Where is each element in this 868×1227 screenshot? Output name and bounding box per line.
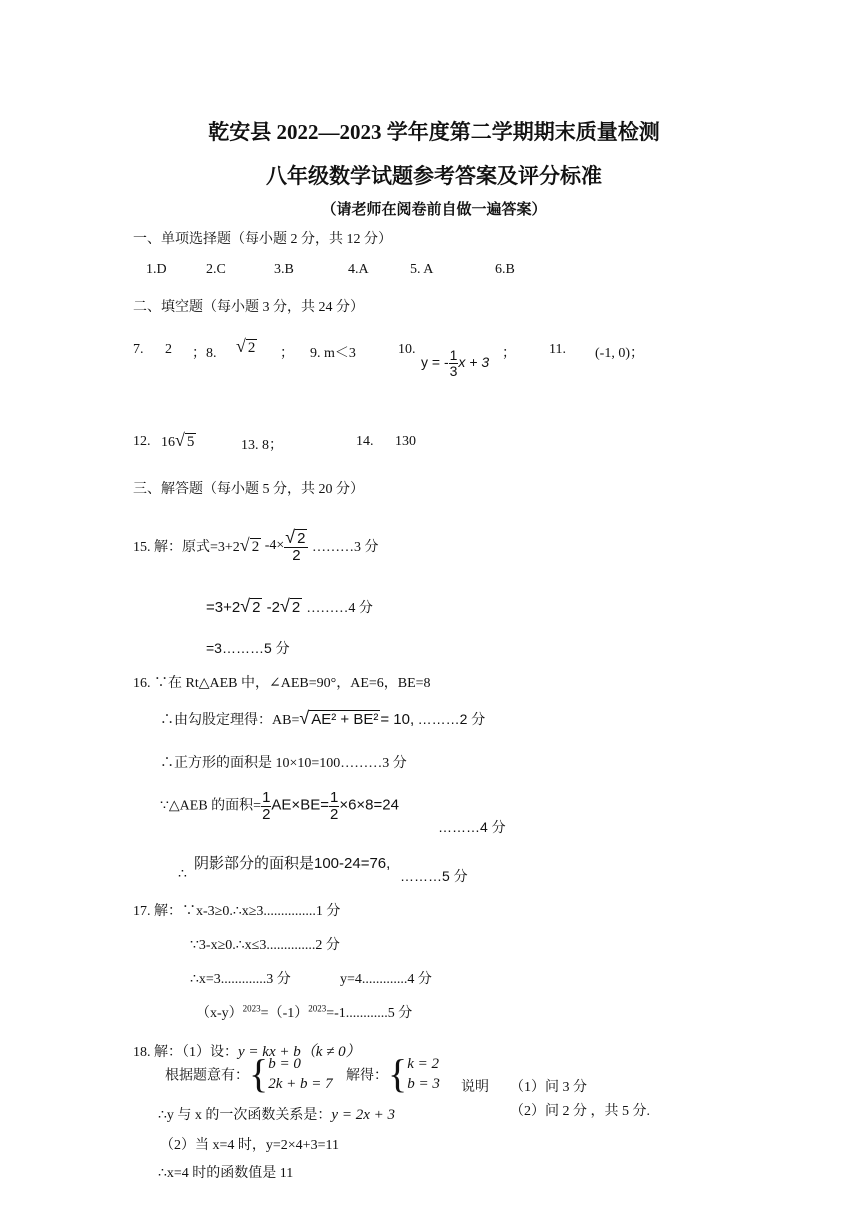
q15-line1: 15. 解：原式=3+2√ 2 -4× $\frac{√ 2}{2}$ ………3 分: [133, 527, 379, 564]
q13-answer: 13. 8；: [241, 438, 283, 453]
section3-heading: 三、解答题（每小题 5 分，共 20 分）: [133, 482, 364, 497]
q11-label: 11.: [549, 342, 566, 357]
q15-line2: =3+2√ 2 -2√ 2 ………4 分: [206, 596, 373, 616]
q16-line3: ∴正方形的面积是 10×10=100………3 分: [160, 756, 407, 771]
q18-line4: （2）当 x=4 时，y=2×4+3=11: [160, 1138, 339, 1153]
q18-note-label: 说明: [461, 1080, 489, 1095]
q9-answer: 9. m＜3: [310, 346, 356, 361]
section2-heading: 二、填空题（每小题 3 分，共 24 分）: [133, 300, 364, 315]
q10-label: 10.: [398, 342, 416, 357]
answer-1: 1.D: [146, 262, 167, 277]
q10-sep: ；: [502, 346, 516, 361]
q16-line1: 16. ∵在 Rt△AEB 中，∠AEB=90°，AE=6，BE=8: [133, 676, 431, 691]
q16-line2: ∴由勾股定理得：AB=√ AE² + BE² = 10, ………2 分: [160, 708, 486, 728]
q18-solution: 解得：{ k = 2 b = 3: [346, 1051, 440, 1097]
answer-5: 5. A: [410, 262, 434, 277]
q16-line5-score: ………5 分: [400, 868, 468, 884]
q18-line3: ∴y 与 x 的一次函数关系是：y = 2x + 3: [158, 1107, 395, 1123]
page-subtitle: 八年级数学试题参考答案及评分标准: [266, 164, 602, 188]
page-title: 乾安县 2022—2023 学年度第二学期期末质量检测: [208, 120, 660, 144]
q8-sep: ；: [280, 346, 294, 361]
q7-label: 7.: [133, 342, 144, 357]
q14-answer: 130: [395, 434, 416, 449]
q18-line1: 18. 解：（1）设：y = kx + b（k ≠ 0）: [133, 1044, 361, 1060]
answer-2: 2.C: [206, 262, 226, 277]
q18-line5: ∴x=4 时的函数值是 11: [158, 1166, 294, 1181]
q11-answer: (-1, 0)；: [595, 346, 644, 361]
q17-line1: 17. 解：∵x-3≥0.∴x≥3...............1 分: [133, 904, 341, 919]
answer-4: 4.A: [348, 262, 369, 277]
q17-line3b: y=4.............4 分: [340, 972, 432, 987]
q10-answer: y = - $\frac{1}{3}$ x + 3: [421, 347, 490, 379]
answer-3: 3.B: [274, 262, 294, 277]
q8-answer: √ 2: [236, 336, 256, 356]
q7-answer: 2: [165, 342, 172, 357]
q17-line4: $(x-y)^{2023}=(-1)^{2023}=-1............5$ 分: [196, 1003, 413, 1021]
q15-line3: =3………5 分: [206, 640, 290, 656]
q12-answer: 16√ 5: [161, 430, 195, 450]
q7-sep: ；8.: [192, 346, 217, 361]
q14-label: 14.: [356, 434, 374, 449]
q16-line4-score: ………4 分: [438, 819, 506, 835]
q18-note-1: （1）问 3 分: [510, 1080, 587, 1095]
q18-line2: 根据题意有：{ b = 0 2k + b = 7: [165, 1051, 333, 1097]
q16-therefore-icon: ∴: [178, 867, 187, 882]
teacher-note: （请老师在阅卷前自做一遍答案）: [321, 202, 547, 218]
q12-label: 12.: [133, 434, 151, 449]
q16-line4: ∵△AEB 的面积= $\frac{1}{2}$ AE×BE= $\frac{1}{2}$ ×6×8=24: [160, 789, 399, 823]
answer-6: 6.B: [495, 262, 515, 277]
section1-heading: 一、单项选择题（每小题 2 分，共 12 分）: [133, 232, 392, 247]
q17-line2: ∵3-x≥0.∴x≤3..............2 分: [190, 938, 340, 953]
q18-note-2: （2）问 2 分 ，共 5 分.: [510, 1104, 650, 1119]
q16-line5: 阴影部分的面积是100-24=76,: [194, 855, 391, 872]
q17-line3a: ∴x=3.............3 分: [190, 972, 291, 987]
